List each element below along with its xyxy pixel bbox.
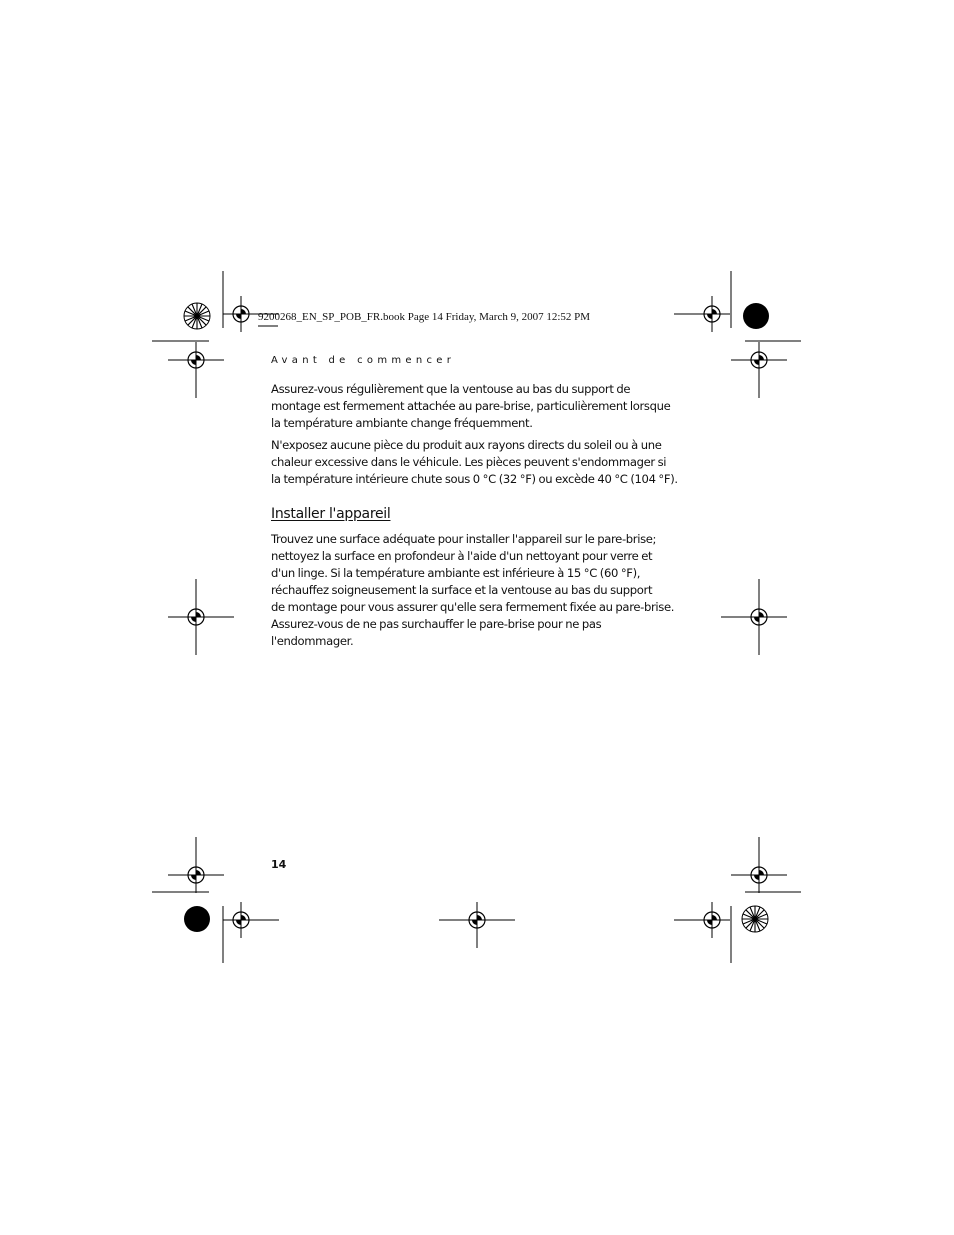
text-line: Assurez-vous de ne pas surchauffer le pare-brise pour ne pas — [271, 617, 602, 631]
starburst-target — [184, 303, 210, 329]
registration-target — [731, 837, 787, 893]
text-line: montage est fermement attachée au pare-brise, particulièrement lorsque — [271, 399, 671, 413]
running-header: Avant de commencer — [271, 355, 456, 366]
text-line: d'un linge. Si la température ambiante est inférieure à 15 °C (60 °F), — [271, 566, 641, 580]
text-line: réchauffez soigneusement la surface et la ventouse au bas du support — [271, 583, 653, 597]
text-line: N'exposez aucune pièce du produit aux rayons directs du soleil ou à une — [271, 438, 662, 452]
starburst-target — [742, 906, 768, 932]
registration-target — [731, 342, 787, 398]
registration-target — [168, 342, 224, 398]
solid-dot-target — [743, 303, 769, 329]
text-line: de montage pour vous assurer qu'elle sera fermement fixée au pare-brise. — [271, 600, 675, 614]
text-line: la température ambiante change fréquemment. — [271, 416, 533, 430]
registration-target — [674, 902, 730, 938]
solid-dot-target — [184, 906, 210, 932]
text-line: Assurez-vous régulièrement que la ventouse au bas du support de — [271, 382, 631, 396]
registration-target — [168, 837, 224, 893]
page-number: 14 — [271, 858, 287, 871]
section-heading: Installer l'appareil — [271, 506, 391, 522]
paragraph-suction-check — [271, 381, 691, 432]
text-line: nettoyez la surface en profondeur à l'aide d'un nettoyant pour verre et — [271, 549, 653, 563]
text-line: la température intérieure chute sous 0 °C (32 °F) ou excède 40 °C (104 °F). — [271, 472, 678, 486]
registration-target — [721, 579, 787, 655]
registration-target — [168, 579, 234, 655]
paragraph-install-steps — [271, 531, 691, 650]
text-line: chaleur excessive dans le véhicule. Les pièces peuvent s'endommager si — [271, 455, 667, 469]
paragraph-heat-warning — [271, 437, 691, 488]
book-slug-line: 9200268_EN_SP_POB_FR.book Page 14 Friday, March 9, 2007 12:52 PM — [258, 311, 591, 323]
registration-target — [674, 296, 730, 332]
text-line: l'endommager. — [271, 634, 354, 648]
registration-target — [439, 902, 515, 948]
registration-target — [223, 902, 279, 938]
text-line: Trouvez une surface adéquate pour installer l'appareil sur le pare-brise; — [271, 532, 657, 546]
